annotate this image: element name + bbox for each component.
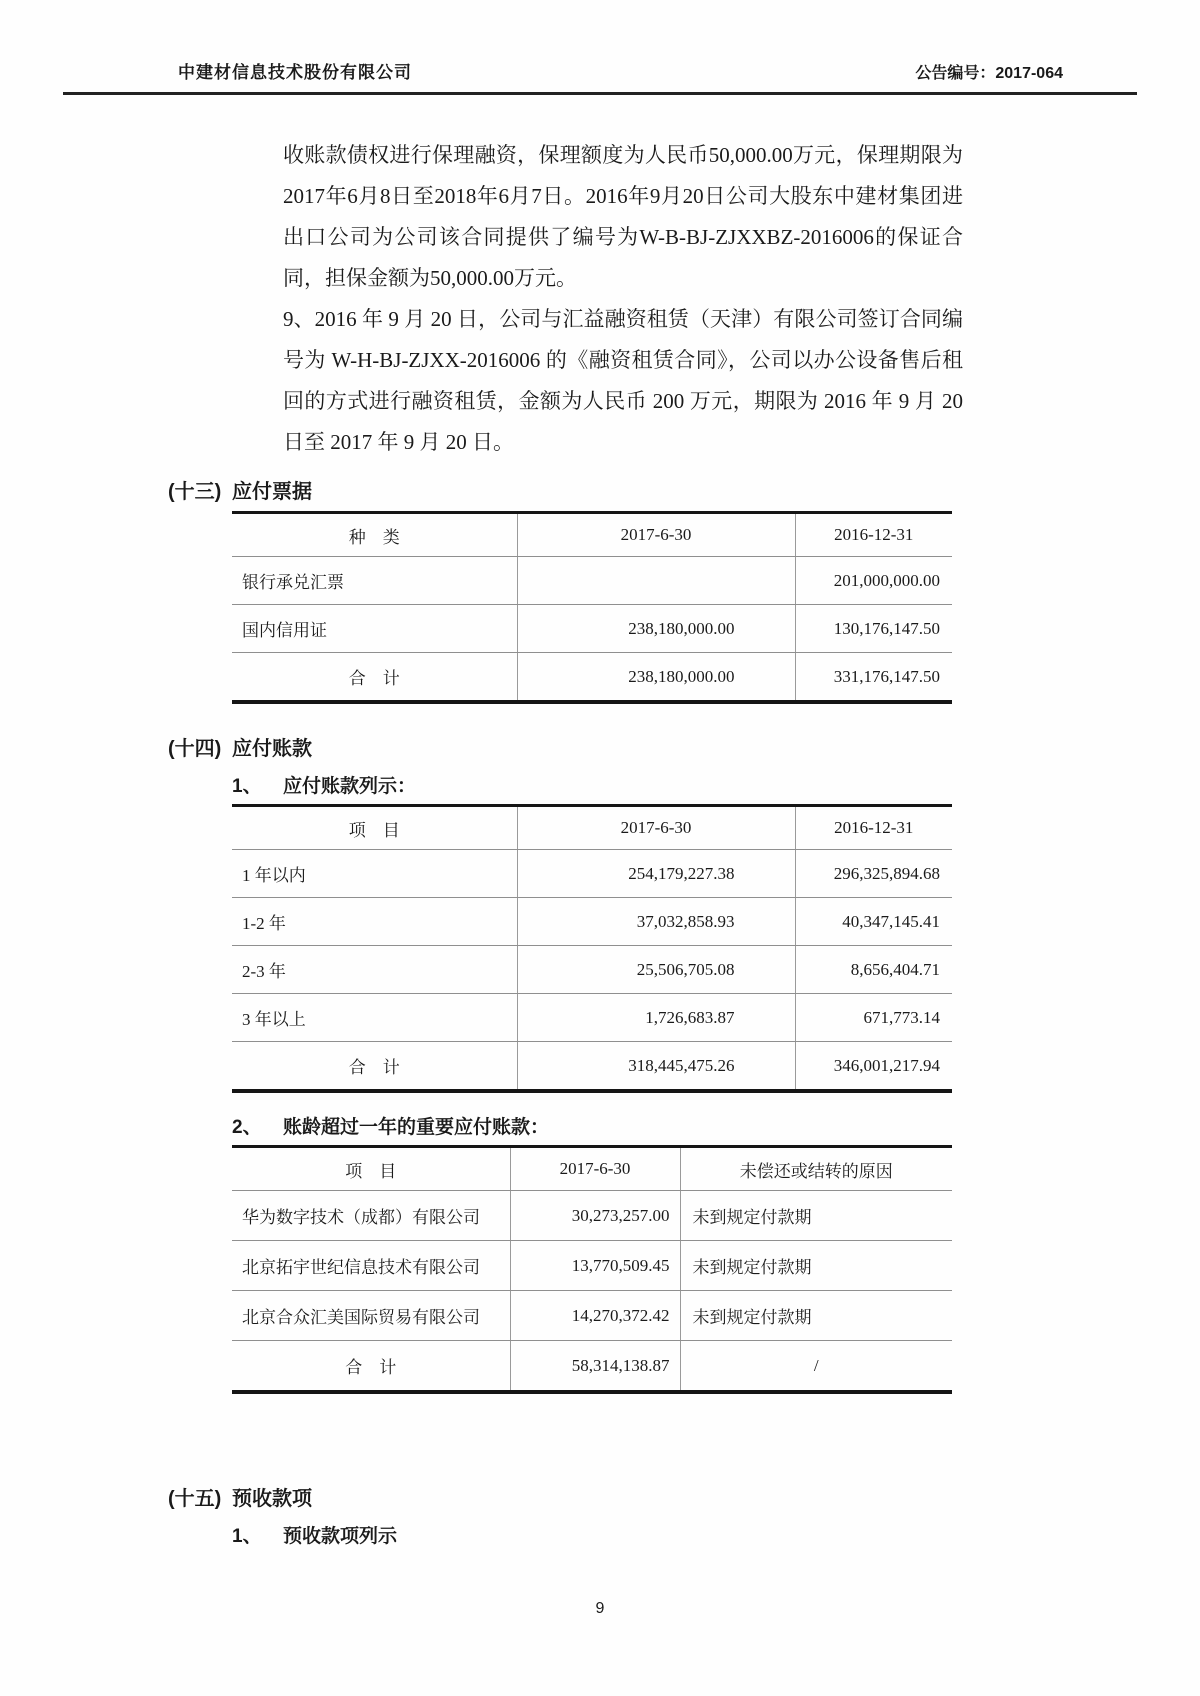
header-divider [63,92,1137,95]
accounts-payable-aging-table [232,804,952,1093]
row-label: 3 年以上 [232,994,517,1042]
total-label: 合 计 [232,1042,517,1092]
column-header-reason: 未偿还或结转的原因 [680,1147,952,1191]
subsection-15-1-heading [232,1524,1200,1550]
value-2016: 671,773.14 [795,994,952,1042]
subsection-15-1-number: 1、 [232,1526,262,1547]
table-row [232,1291,952,1341]
value-amount: 14,270,372.42 [510,1291,680,1341]
total-2016: 346,001,217.94 [833,1055,940,1075]
value-reason: 未到规定付款期 [680,1241,952,1291]
value-2017: 238,180,000.00 [517,605,795,653]
subsection-2-heading [232,1115,1200,1141]
important-payables-table [232,1145,952,1394]
table-row [232,1241,952,1291]
section-14-number: (十四) [168,738,222,760]
row-label: 2-3 年 [232,946,517,994]
total-2016: 331,176,147.50 [833,666,940,686]
row-label: 1-2 年 [232,898,517,946]
page-header [0,0,1200,83]
value-reason: 未到规定付款期 [680,1291,952,1341]
value-2017: 37,032,858.93 [517,898,795,946]
total-reason: / [813,1355,819,1375]
value-2017 [517,557,795,605]
row-label: 国内信用证 [232,605,517,653]
value-amount: 30,273,257.00 [510,1191,680,1241]
section-15-heading [168,1484,1200,1514]
total-amount: 58,314,138.87 [510,1341,680,1393]
row-label: 1 年以内 [232,850,517,898]
section-15-number: (十五) [168,1488,222,1510]
column-header-2017-6-30: 2017-6-30 [517,513,795,557]
subsection-2-title: 账龄超过一年的重要应付账款： [283,1117,550,1138]
row-label: 银行承兑汇票 [232,557,517,605]
table-total-row [232,653,952,703]
paragraph-factoring: 收账款债权进行保理融资，保理额度为人民币50,000.00万元，保理期限为2017年6月8日至2018年6月7日。2016年9月20日公司大股东中建材集团进出口公司为公司该合同提供了编号为W-B-BJ-ZJXXBZ-2016006的保证合同，担保金额为50,000.00万元。 [283,143,963,290]
section-13-title: 应付票据 [232,481,312,503]
section-14-heading [168,734,1200,764]
total-label: 合 计 [232,653,517,703]
total-2017: 238,180,000.00 [517,653,795,703]
column-header-2017-6-30: 2017-6-30 [510,1147,680,1191]
subsection-1-number: 1、 [232,776,262,797]
value-reason: 未到规定付款期 [680,1191,952,1241]
table-row [232,946,952,994]
table-header-row [232,806,952,850]
value-amount: 13,770,509.45 [510,1241,680,1291]
value-2016: 130,176,147.50 [795,605,952,653]
subsection-1-heading [232,774,1200,800]
value-2017: 25,506,705.08 [517,946,795,994]
table-row [232,898,952,946]
value-2017: 254,179,227.38 [517,850,795,898]
announcement-number: 公告编号：2017-064 [915,65,1063,82]
table-row [232,605,952,653]
table-header-row [232,513,952,557]
table-total-row [232,1341,952,1393]
body-text [283,135,963,463]
subsection-1-title: 应付账款列示： [283,776,417,797]
total-label: 合 计 [232,1341,510,1393]
section-13-heading [168,477,1200,507]
table-row [232,850,952,898]
section-15-title: 预收款项 [232,1488,312,1510]
value-2017: 1,726,683.87 [517,994,795,1042]
column-header-2016-12-31: 2016-12-31 [795,806,952,850]
subsection-2-number: 2、 [232,1117,262,1138]
column-header-2016-12-31: 2016-12-31 [795,513,952,557]
value-2016: 201,000,000.00 [795,557,952,605]
page-number: 9 [595,1600,605,1617]
bills-payable-table [232,511,952,704]
total-2017: 318,445,475.26 [517,1042,795,1092]
column-header-type: 种 类 [232,513,517,557]
paragraph-lease: 9、2016 年 9 月 20 日，公司与汇益融资租赁（天津）有限公司签订合同编号为 W-H-BJ-ZJXX-2016006 的《融资租赁合同》，公司以办公设备售后租回的方式进行融资租赁，金额为人民币 200 万元，期限为 2016 年 9 月 20 日至 2017 年 9 月 20 日。 [283,307,963,454]
table-total-row [232,1042,952,1092]
table-header-row [232,1147,952,1191]
value-2016: 296,325,894.68 [795,850,952,898]
row-label: 北京合众汇美国际贸易有限公司 [232,1291,510,1341]
column-header-item: 项 目 [232,1147,510,1191]
row-label: 华为数字技术（成都）有限公司 [232,1191,510,1241]
section-14-title: 应付账款 [232,738,312,760]
table-row [232,557,952,605]
table-row [232,1191,952,1241]
company-name: 中建材信息技术股份有限公司 [178,63,412,82]
row-label: 北京拓宇世纪信息技术有限公司 [232,1241,510,1291]
subsection-15-1-title: 预收款项列示 [283,1526,398,1547]
table-row [232,994,952,1042]
value-2016: 40,347,145.41 [795,898,952,946]
column-header-item: 项 目 [232,806,517,850]
column-header-2017-6-30: 2017-6-30 [517,806,795,850]
section-13-number: (十三) [168,481,222,503]
value-2016: 8,656,404.71 [795,946,952,994]
